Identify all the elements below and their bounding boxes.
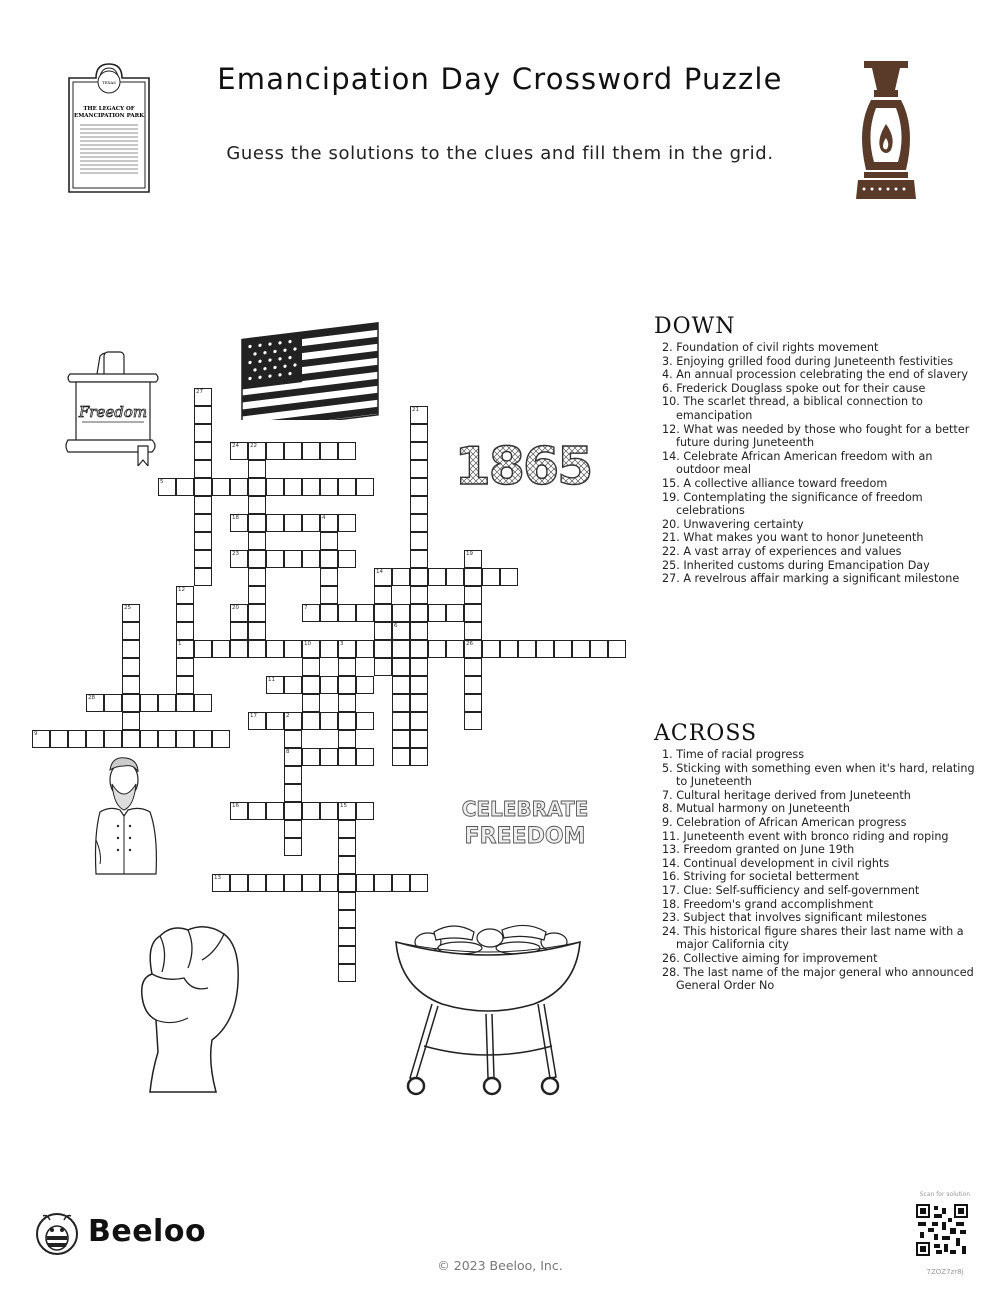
grid-cell[interactable] [410, 694, 428, 712]
grid-cell[interactable] [320, 586, 338, 604]
grid-cell[interactable] [500, 640, 518, 658]
grid-cell[interactable] [302, 676, 320, 694]
grid-cell[interactable] [410, 874, 428, 892]
grid-cell[interactable] [302, 694, 320, 712]
cell-number: 7 [304, 605, 308, 611]
grid-cell[interactable] [374, 874, 392, 892]
grid-cell[interactable] [140, 694, 158, 712]
grid-cell[interactable] [338, 442, 356, 460]
grid-cell[interactable] [320, 802, 338, 820]
grid-cell[interactable] [338, 676, 356, 694]
cell-number: 5 [160, 479, 164, 485]
grid-cell[interactable] [266, 874, 284, 892]
grid-cell[interactable] [338, 658, 356, 676]
grid-cell[interactable] [482, 640, 500, 658]
grid-cell[interactable] [284, 838, 302, 856]
grid-cell[interactable] [194, 460, 212, 478]
grid-cell[interactable] [284, 676, 302, 694]
grid-cell[interactable] [536, 640, 554, 658]
grid-cell[interactable] [500, 568, 518, 586]
grid-cell[interactable] [284, 730, 302, 748]
brand-name[interactable]: Beeloo [88, 1214, 207, 1249]
grid-cell[interactable] [428, 568, 446, 586]
scroll-text: Freedom [78, 403, 148, 421]
grid-cell[interactable] [446, 604, 464, 622]
grid-cell[interactable] [338, 928, 356, 946]
grid-cell[interactable] [302, 874, 320, 892]
grid-cell[interactable] [248, 604, 266, 622]
cell-number: 2 [286, 713, 290, 719]
cell-number: 13 [214, 875, 221, 881]
grid-cell[interactable] [320, 532, 338, 550]
grid-cell[interactable] [248, 802, 266, 820]
grid-cell[interactable] [194, 424, 212, 442]
grid-cell[interactable] [50, 730, 68, 748]
grid-cell[interactable] [284, 514, 302, 532]
down-clue: 6. Frederick Douglass spoke out for their cause [662, 381, 926, 395]
down-clue: 12. What was needed by those who fought for a better future during Juneteenth [662, 422, 970, 450]
grid-cell[interactable] [248, 568, 266, 586]
down-clues [654, 314, 984, 586]
grid-cell[interactable] [176, 478, 194, 496]
cell-number: 22 [250, 443, 257, 449]
beeloo-logo-icon [35, 1210, 81, 1256]
across-clue: 1. Time of racial progress [662, 748, 805, 761]
grid-cell[interactable] [410, 586, 428, 604]
grid-cell[interactable] [392, 568, 410, 586]
grid-cell[interactable] [122, 712, 140, 730]
down-clue: 20. Unwavering certainty [662, 517, 804, 531]
grid-cell[interactable] [410, 532, 428, 550]
down-clue: 15. A collective alliance toward freedom [662, 476, 888, 490]
grid-cell[interactable] [410, 460, 428, 478]
across-clue: 13. Freedom granted on June 19th [662, 843, 855, 857]
svg-text:EMANCIPATION PARK: EMANCIPATION PARK [74, 113, 144, 119]
grid-cell[interactable] [554, 640, 572, 658]
grid-cell[interactable] [320, 748, 338, 766]
grid-cell[interactable] [284, 820, 302, 838]
grid-cell[interactable] [410, 424, 428, 442]
grid-cell[interactable] [392, 658, 410, 676]
cell-number: 9 [34, 731, 38, 737]
across-clues [654, 721, 984, 993]
cell-number: 10 [304, 641, 311, 647]
grid-cell[interactable] [230, 478, 248, 496]
grid-cell[interactable] [266, 712, 284, 730]
page-title: Emancipation Day Crossword Puzzle [217, 62, 783, 96]
cell-number: 14 [376, 569, 383, 575]
grid-cell[interactable] [158, 694, 176, 712]
grid-cell[interactable] [194, 568, 212, 586]
grid-cell[interactable] [212, 730, 230, 748]
grid-cell[interactable] [356, 676, 374, 694]
grid-cell[interactable] [446, 568, 464, 586]
grid-cell[interactable] [356, 748, 374, 766]
across-clue: 28. The last name of the major general who announced General Order No [662, 965, 974, 993]
grid-cell[interactable] [176, 658, 194, 676]
cell-number: 12 [178, 587, 185, 593]
grid-cell[interactable] [194, 532, 212, 550]
down-clue: 27. A revelrous affair marking a significant milestone [662, 572, 960, 586]
down-clue: 4. An annual procession celebrating the end of slavery [662, 368, 968, 382]
grid-cell[interactable] [464, 604, 482, 622]
grid-cell[interactable] [374, 586, 392, 604]
grid-cell[interactable] [284, 874, 302, 892]
cell-number: 25 [124, 605, 131, 611]
grid-cell[interactable] [464, 676, 482, 694]
grid-cell[interactable] [320, 604, 338, 622]
across-clue: 26. Collective aiming for improvement [662, 951, 878, 965]
grid-cell[interactable] [284, 802, 302, 820]
grid-cell[interactable] [464, 622, 482, 640]
grid-cell[interactable] [194, 478, 212, 496]
grid-cell[interactable] [266, 550, 284, 568]
grid-cell[interactable] [410, 712, 428, 730]
year-1865-text: 1865 [454, 437, 592, 490]
grid-cell[interactable] [104, 730, 122, 748]
grid-cell[interactable] [374, 622, 392, 640]
across-clue: 24. This historical figure shares their last name with a major California city [662, 924, 964, 952]
grid-cell[interactable] [338, 550, 356, 568]
across-clue: 8. Mutual harmony on Juneteenth [662, 802, 850, 816]
grid-cell[interactable] [284, 442, 302, 460]
grid-cell[interactable] [176, 694, 194, 712]
across-clue: 5. Sticking with something even when it's hard, relating to Juneteenth [662, 761, 975, 789]
grid-cell[interactable] [302, 748, 320, 766]
cell-number: 6 [394, 623, 398, 629]
grid-cell[interactable] [248, 478, 266, 496]
copyright: © 2023 Beeloo, Inc. [437, 1258, 563, 1273]
grid-cell[interactable] [356, 478, 374, 496]
cell-number: 8 [286, 749, 290, 755]
grid-cell[interactable] [122, 640, 140, 658]
grid-cell[interactable] [302, 802, 320, 820]
down-clue: 2. Foundation of civil rights movement [662, 341, 879, 354]
grid-cell[interactable] [104, 694, 122, 712]
grid-cell[interactable] [338, 478, 356, 496]
grid-cell[interactable] [266, 478, 284, 496]
across-clue: 11. Juneteenth event with bronco riding and roping [662, 829, 949, 843]
grid-cell[interactable] [122, 694, 140, 712]
grid-cell[interactable] [320, 442, 338, 460]
grid-cell[interactable] [194, 514, 212, 532]
grid-cell[interactable] [266, 442, 284, 460]
down-clue: 19. Contemplating the significance of freedom celebrations [662, 490, 923, 518]
grid-cell[interactable] [572, 640, 590, 658]
grid-cell[interactable] [374, 658, 392, 676]
across-clue: 7. Cultural heritage derived from Juneteenth [662, 788, 911, 802]
grid-cell[interactable] [230, 874, 248, 892]
grid-cell[interactable] [410, 676, 428, 694]
grid-cell[interactable] [176, 622, 194, 640]
grid-cell[interactable] [266, 640, 284, 658]
grid-cell[interactable] [266, 514, 284, 532]
grid-cell[interactable] [356, 874, 374, 892]
cell-number: 1 [178, 641, 182, 647]
grid-cell[interactable] [194, 406, 212, 424]
across-clue: 14. Continual development in civil rights [662, 856, 890, 870]
grid-cell[interactable] [392, 874, 410, 892]
grid-cell[interactable] [176, 730, 194, 748]
grid-cell[interactable] [248, 514, 266, 532]
cell-number: 3 [340, 641, 344, 647]
qr-label: Scan for solution [919, 1191, 971, 1198]
page-subtitle: Guess the solutions to the clues and fill them in the grid. [226, 143, 774, 164]
grid-cell[interactable] [230, 622, 248, 640]
grid-cell[interactable] [410, 730, 428, 748]
grid-cell[interactable] [194, 496, 212, 514]
grid-cell[interactable] [194, 640, 212, 658]
cell-number: 18 [232, 515, 239, 521]
grid-cell[interactable] [374, 604, 392, 622]
grid-cell[interactable] [212, 640, 230, 658]
cell-number: 4 [322, 515, 326, 521]
grid-cell[interactable] [122, 658, 140, 676]
grid-cell[interactable] [338, 838, 356, 856]
grid-cell[interactable] [338, 604, 356, 622]
grid-cell[interactable] [410, 640, 428, 658]
cell-number: 17 [250, 713, 257, 719]
down-clue: 3. Enjoying grilled food during Juneteenth festivities [662, 354, 954, 368]
grid-cell[interactable] [338, 910, 356, 928]
down-clue: 14. Celebrate African American freedom with an outdoor meal [662, 449, 933, 477]
grid-cell[interactable] [338, 856, 356, 874]
grid-cell[interactable] [122, 622, 140, 640]
grid-cell[interactable] [410, 550, 428, 568]
grid-cell[interactable] [464, 586, 482, 604]
grid-cell[interactable] [392, 712, 410, 730]
grid-cell[interactable] [230, 640, 248, 658]
grid-cell[interactable] [284, 478, 302, 496]
grid-cell[interactable] [194, 730, 212, 748]
grid-cell[interactable] [302, 712, 320, 730]
grid-cell[interactable] [392, 730, 410, 748]
grid-cell[interactable] [320, 478, 338, 496]
grid-cell[interactable] [194, 694, 212, 712]
grid-cell[interactable] [158, 730, 176, 748]
grid-cell[interactable] [338, 514, 356, 532]
across-clue: 9. Celebration of African American progress [662, 815, 907, 829]
grid-cell[interactable] [320, 676, 338, 694]
grid-cell[interactable] [194, 442, 212, 460]
grid-cell[interactable] [284, 640, 302, 658]
grid-cell[interactable] [410, 514, 428, 532]
down-clue: 25. Inherited customs during Emancipation Day [662, 558, 930, 572]
grid-cell[interactable] [392, 676, 410, 694]
svg-text:THE LEGACY OF: THE LEGACY OF [83, 106, 135, 112]
grid-cell[interactable] [356, 640, 374, 658]
grid-cell[interactable] [302, 514, 320, 532]
grid-cell[interactable] [248, 622, 266, 640]
across-clue: 18. Freedom's grand accomplishment [662, 897, 874, 911]
grid-cell[interactable] [428, 604, 446, 622]
grid-cell[interactable] [320, 568, 338, 586]
grid-cell[interactable] [68, 730, 86, 748]
grid-cell[interactable] [320, 712, 338, 730]
cell-number: 27 [196, 389, 203, 395]
grid-cell[interactable] [266, 802, 284, 820]
grid-cell[interactable] [320, 640, 338, 658]
across-clue: 16. Striving for societal betterment [662, 870, 859, 884]
down-heading: DOWN [654, 314, 736, 339]
grid-cell[interactable] [248, 550, 266, 568]
qr-code-text: 7ZOZ7zr8j [926, 1268, 964, 1276]
grid-cell[interactable] [122, 676, 140, 694]
grid-cell[interactable] [338, 748, 356, 766]
grid-cell[interactable] [284, 766, 302, 784]
grid-cell[interactable] [392, 694, 410, 712]
grid-cell[interactable] [140, 730, 158, 748]
cell-number: 26 [466, 641, 473, 647]
grid-cell[interactable] [410, 748, 428, 766]
grid-cell[interactable] [410, 568, 428, 586]
grid-cell[interactable] [302, 442, 320, 460]
across-clue: 23. Subject that involves significant milestones [662, 911, 927, 925]
grid-cell[interactable] [176, 676, 194, 694]
grid-cell[interactable] [608, 640, 626, 658]
grid-cell[interactable] [464, 568, 482, 586]
grid-cell[interactable] [338, 946, 356, 964]
grid-cell[interactable] [464, 694, 482, 712]
grid-cell[interactable] [302, 478, 320, 496]
grid-cell[interactable] [410, 604, 428, 622]
grid-cell[interactable] [248, 640, 266, 658]
across-clue: 17. Clue: Self-sufficiency and self-government [662, 883, 920, 897]
grid-cell[interactable] [410, 622, 428, 640]
grid-cell[interactable] [302, 658, 320, 676]
cell-number: 28 [88, 695, 95, 701]
grid-cell[interactable] [284, 784, 302, 802]
down-clue: 22. A vast array of experiences and values [662, 544, 902, 558]
grid-cell[interactable] [248, 460, 266, 478]
grid-cell[interactable] [392, 604, 410, 622]
grid-cell[interactable] [248, 496, 266, 514]
grid-cell[interactable] [374, 640, 392, 658]
down-clue: 10. The scarlet thread, a biblical connection to emancipation [662, 395, 923, 422]
grid-cell[interactable] [248, 874, 266, 892]
grid-cell[interactable] [338, 892, 356, 910]
grid-cell[interactable] [338, 964, 356, 982]
grid-cell[interactable] [446, 640, 464, 658]
grid-cell[interactable] [356, 712, 374, 730]
grid-cell[interactable] [392, 748, 410, 766]
grid-cell[interactable] [338, 712, 356, 730]
grid-cell[interactable] [122, 730, 140, 748]
grid-cell[interactable] [482, 568, 500, 586]
cell-number: 15 [340, 803, 347, 809]
grid-cell[interactable] [356, 802, 374, 820]
cell-number: 23 [232, 551, 239, 557]
grid-cell[interactable] [248, 586, 266, 604]
grid-cell[interactable] [338, 874, 356, 892]
cell-number: 16 [232, 803, 239, 809]
celebrate-line1: CELEBRATE [461, 797, 589, 821]
grid-cell[interactable] [212, 478, 230, 496]
grid-cell[interactable] [464, 658, 482, 676]
grid-cell[interactable] [410, 478, 428, 496]
grid-cell[interactable] [320, 550, 338, 568]
grid-cell[interactable] [176, 604, 194, 622]
cell-number: 11 [268, 677, 275, 683]
plaque-badge: TEXAS [102, 80, 116, 85]
grid-cell[interactable] [302, 550, 320, 568]
grid-cell[interactable] [518, 640, 536, 658]
qr-code-icon[interactable] [916, 1204, 968, 1256]
across-heading: ACROSS [654, 721, 758, 746]
grid-cell[interactable] [410, 496, 428, 514]
grid-cell[interactable] [320, 874, 338, 892]
grid-cell[interactable] [464, 712, 482, 730]
grid-cell[interactable] [356, 604, 374, 622]
grid-cell[interactable] [590, 640, 608, 658]
grid-cell[interactable] [338, 820, 356, 838]
grid-cell[interactable] [410, 658, 428, 676]
grid-cell[interactable] [86, 730, 104, 748]
celebrate-line2: FREEDOM [464, 824, 586, 849]
grid-cell[interactable] [284, 550, 302, 568]
cell-number: 20 [232, 605, 239, 611]
cell-number: 19 [466, 551, 473, 557]
grid-cell[interactable] [338, 694, 356, 712]
grid-cell[interactable] [410, 442, 428, 460]
grid-cell[interactable] [392, 640, 410, 658]
grid-cell[interactable] [428, 640, 446, 658]
down-clue: 21. What makes you want to honor Juneteenth [662, 531, 924, 545]
cell-number: 21 [412, 407, 419, 413]
cell-number: 24 [232, 443, 239, 449]
grid-cell[interactable] [248, 532, 266, 550]
grid-cell[interactable] [194, 550, 212, 568]
grid-cell[interactable] [338, 730, 356, 748]
